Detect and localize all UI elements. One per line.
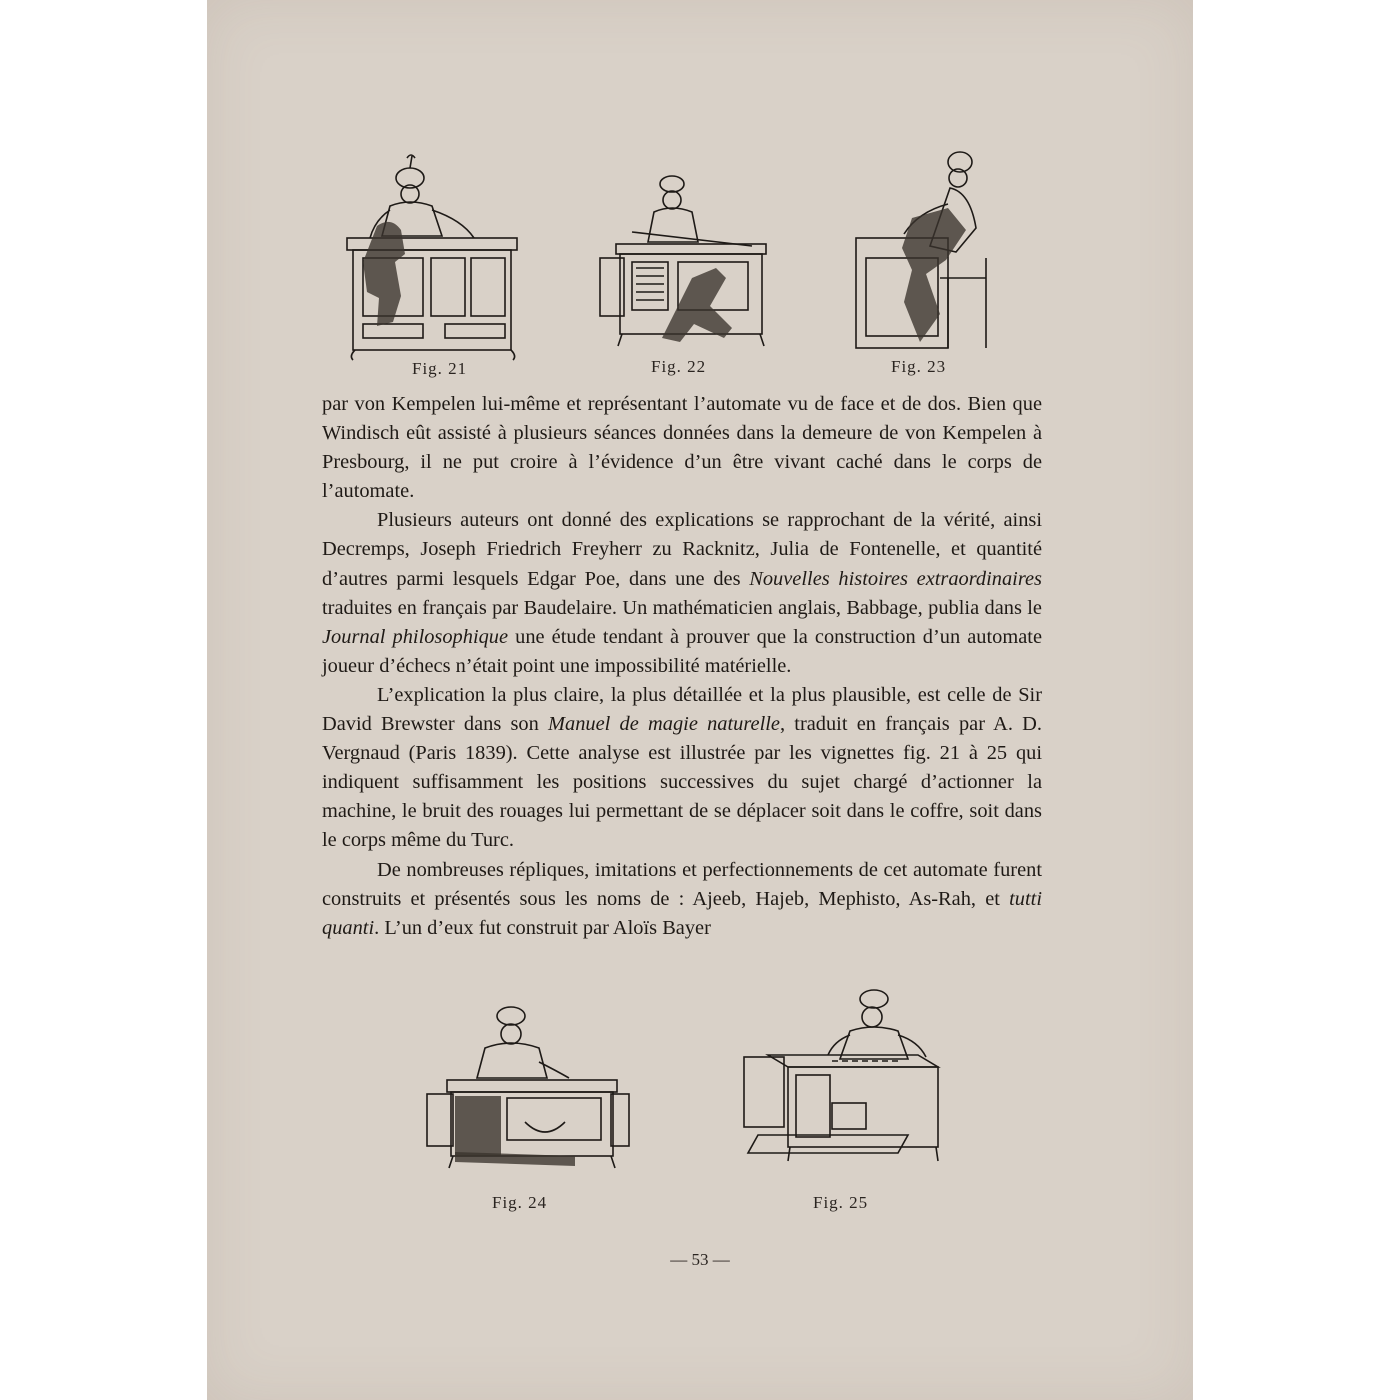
figure-25: [740, 985, 950, 1170]
figure-25-caption: Fig. 25: [813, 1193, 869, 1212]
figure-22: [592, 170, 778, 378]
figure-21-caption: Fig. 21: [412, 359, 468, 378]
paragraph-3: L’explication la plus claire, la plus détaillée et la plus plausible, est celle de Sir David Brewster dans son Manuel de magie naturelle, traduit en français par A. D. Vergnaud (Paris 1839). Cette analyse est illustrée par les vignettes fig. 21 à 25 qui indiquent suffisamment les positions successives du sujet chargé d’actionner la machine, le bruit des rouages lui permettant de se déplacer soit dans le coffre, soit dans le corps même du Turc.: [322, 683, 1042, 852]
page-number: — 53 —: [670, 1250, 730, 1269]
turk-automaton-side-icon: [850, 148, 1000, 380]
figure-24-caption: Fig. 24: [492, 1193, 548, 1212]
figure-24: [415, 1002, 635, 1184]
figure-22-caption: Fig. 22: [651, 357, 707, 376]
paragraph-4: De nombreuses répliques, imitations et perfectionnements de cet automate furent construits et présentés sous les noms de : Ajeeb, Hajeb, Mephisto, As-Rah, et tutti quanti. L’un d’eux fut construit par Aloïs Bayer: [322, 858, 1042, 939]
figure-21: [335, 148, 525, 380]
figure-23: [850, 148, 1000, 380]
turk-automaton-front-icon: [335, 148, 525, 380]
turk-automaton-operator-hidden-icon: [415, 1002, 635, 1184]
turk-automaton-drawer-open-icon: [740, 985, 950, 1170]
turk-automaton-open-cabinet-icon: [592, 170, 778, 378]
figure-23-caption: Fig. 23: [891, 357, 947, 376]
paragraph-1: par von Kempelen lui-même et représentant l’automate vu de face et de dos. Bien que Windisch eût assisté à plusieurs séances données dans la demeure de von Kempelen à Presbourg, il ne put croire à l’évidence d’un être vivant caché dans le corps de l’automate.: [322, 393, 1042, 503]
paragraph-2: Plusieurs auteurs ont donné des explications se rapprochant de la vérité, ainsi Decremps, Joseph Friedrich Freyherr zu Racknitz, Julia de Fontenelle, et quantité d’autres parmi lesquels Edgar Poe, dans une des Nouvelles histoires extraordinaires traduites en français par Baudelaire. Un mathématicien anglais, Babbage, publia dans le Journal philosophique une étude tendant à prouver que la construction d’un automate joueur d’échecs n’était point une impossibilité matérielle.: [322, 509, 1042, 677]
body-text: [322, 390, 1042, 943]
